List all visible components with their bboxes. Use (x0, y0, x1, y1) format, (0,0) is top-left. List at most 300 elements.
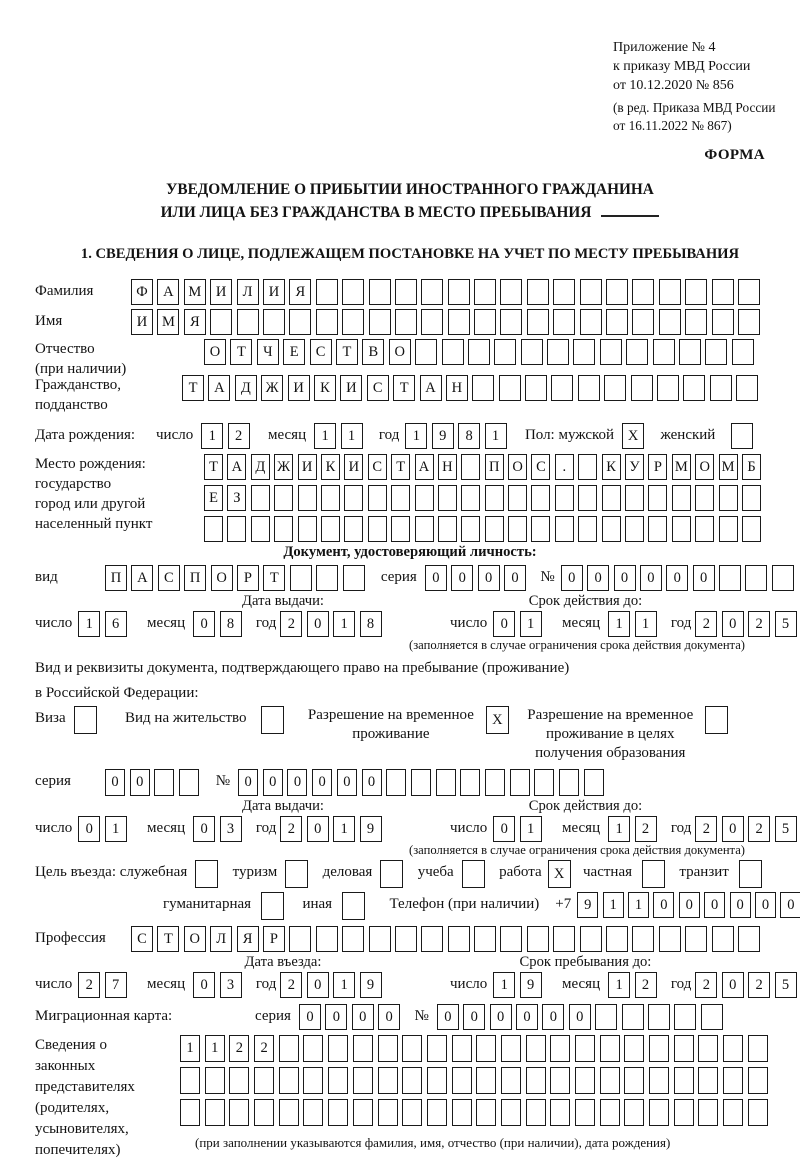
stay-year-boxes (695, 972, 800, 998)
char-box (659, 279, 681, 305)
temp-residence-label-line2: проживание (352, 726, 430, 742)
char-box (316, 565, 338, 591)
char-box: 0 (730, 892, 751, 918)
permit-valid-note: (заполняется в случае ограничения срока действия документа) (409, 843, 745, 857)
char-box (353, 1067, 373, 1094)
permit-valid-year-boxes (695, 816, 800, 842)
char-box: Т (157, 926, 179, 952)
birth-day-label: число (156, 427, 194, 443)
char-box (485, 485, 504, 511)
char-box (436, 769, 456, 796)
char-box (555, 516, 574, 542)
char-box (745, 565, 767, 591)
char-box (698, 1035, 718, 1062)
char-box: 0 (337, 769, 357, 796)
char-box: С (158, 565, 180, 591)
char-box (391, 485, 410, 511)
purpose-other-checkbox (342, 892, 369, 920)
patronymic-row (35, 339, 785, 379)
residence-permit-checkbox (261, 706, 288, 734)
char-box: 0 (193, 816, 215, 842)
char-box: 0 (193, 611, 215, 637)
char-box (550, 1067, 570, 1094)
profession-boxes (131, 926, 764, 952)
name-row (35, 309, 785, 335)
char-box (452, 1035, 472, 1062)
char-box (290, 565, 312, 591)
char-box: 0 (614, 565, 636, 591)
sex-female-label: женский (660, 427, 716, 443)
char-box (657, 375, 679, 401)
char-box: Б (742, 454, 761, 480)
char-box (261, 892, 284, 920)
char-box (748, 1099, 768, 1126)
valid-month-label: месяц (562, 615, 601, 631)
char-box: 1 (341, 423, 363, 449)
migration-number-label: № (414, 1008, 429, 1024)
char-box (547, 339, 569, 365)
birthplace-label (35, 454, 204, 534)
permit-issue-col (35, 798, 425, 842)
char-box: 2 (695, 972, 717, 998)
char-box (74, 706, 97, 734)
char-box: Т (393, 375, 415, 401)
profession-row (35, 926, 785, 952)
char-box (648, 485, 667, 511)
valid-day-label: число (450, 615, 488, 631)
char-box: К (602, 454, 621, 480)
char-box: 0 (325, 1004, 347, 1030)
char-box (723, 1035, 743, 1062)
char-box (649, 1035, 669, 1062)
citizenship-label-line1: Гражданство, (35, 377, 122, 393)
char-box: 5 (775, 611, 797, 637)
purpose-business-label: деловая (322, 864, 373, 880)
char-box: 1 (608, 611, 630, 637)
char-box (378, 1067, 398, 1094)
char-box: 0 (542, 1004, 564, 1030)
birthplace-label-line4: населенный пункт (35, 516, 153, 532)
char-box: 1 (603, 892, 624, 918)
char-box (632, 309, 654, 335)
char-box (500, 926, 522, 952)
char-box: 0 (722, 816, 744, 842)
char-box (719, 516, 738, 542)
char-box: Т (182, 375, 204, 401)
char-box (461, 516, 480, 542)
char-box (606, 926, 628, 952)
stay-year-label: год (670, 976, 692, 992)
char-box (303, 1067, 323, 1094)
phone-label: Телефон (при наличии) (389, 896, 540, 912)
char-box (353, 1099, 373, 1126)
char-box (600, 339, 622, 365)
char-box (303, 1099, 323, 1126)
char-box (712, 309, 734, 335)
char-box (659, 926, 681, 952)
char-box: 0 (312, 769, 332, 796)
char-box (195, 860, 218, 888)
birth-year-label: год (378, 427, 400, 443)
appendix-revision2: от 16.11.2022 № 867) (613, 118, 732, 133)
char-box (748, 1067, 768, 1094)
permit-valid-day-label: число (450, 820, 488, 836)
char-box (602, 516, 621, 542)
char-box: М (719, 454, 738, 480)
char-box: С (131, 926, 153, 952)
visa-checkbox (74, 706, 101, 734)
char-box (415, 339, 437, 365)
passport-dates-block (35, 593, 790, 637)
char-box: 0 (561, 565, 583, 591)
char-box (501, 1035, 521, 1062)
temp-residence-edu-checkbox (705, 706, 732, 734)
char-box: Н (446, 375, 468, 401)
char-box (679, 339, 701, 365)
char-box (600, 1099, 620, 1126)
char-box (395, 279, 417, 305)
char-box (485, 769, 505, 796)
purpose-private-label: частная (583, 864, 632, 880)
char-box (368, 516, 387, 542)
char-box: О (211, 565, 233, 591)
char-box (674, 1067, 694, 1094)
doc-series-label: серия (380, 569, 417, 585)
passport-valid-note: (заполняется в случае ограничения срока действия документа) (409, 638, 745, 652)
char-box: 0 (362, 769, 382, 796)
permit-type-row (35, 706, 785, 763)
char-box: 0 (299, 1004, 321, 1030)
char-box (344, 485, 363, 511)
char-box: У (625, 454, 644, 480)
purpose-humanitarian-label: гуманитарная (163, 896, 252, 912)
char-box (748, 1035, 768, 1062)
purpose-official-label: Цель въезда: служебная (35, 864, 188, 880)
passport-issue-heading: Дата выдачи: (242, 593, 324, 609)
appendix-line3: от 10.12.2020 № 856 (613, 78, 734, 93)
permit-number-boxes (238, 769, 608, 796)
char-box (550, 1035, 570, 1062)
char-box (448, 926, 470, 952)
char-box: 9 (360, 972, 382, 998)
char-box: И (131, 309, 153, 335)
char-box (461, 454, 480, 480)
char-box: 1 (105, 816, 127, 842)
char-box (279, 1035, 299, 1062)
char-box (427, 1067, 447, 1094)
representatives-label-line2: законных (35, 1058, 96, 1074)
char-box (438, 516, 457, 542)
birthplace-boxes-row3 (204, 516, 765, 542)
purpose-transit-label: транзит (679, 864, 729, 880)
entry-year-label: год (255, 976, 277, 992)
char-box (415, 516, 434, 542)
char-box (472, 375, 494, 401)
char-box: 2 (748, 816, 770, 842)
char-box: 5 (775, 972, 797, 998)
representatives-label-line5: усыновителях, (35, 1121, 129, 1137)
passport-issue-month-boxes (193, 611, 246, 637)
temp-residence-edu-label-line2: проживание в целях (546, 726, 675, 742)
char-box: Е (283, 339, 305, 365)
char-box (624, 1035, 644, 1062)
char-box: 2 (635, 816, 657, 842)
char-box (328, 1099, 348, 1126)
birthplace-boxes-row1 (204, 454, 765, 480)
permit-valid-line (450, 816, 800, 842)
citizenship-label-line2: подданство (35, 397, 108, 413)
char-box (553, 279, 575, 305)
temp-residence-checkbox (486, 706, 513, 734)
char-box: 0 (451, 565, 473, 591)
char-box (624, 1099, 644, 1126)
char-box (695, 516, 714, 542)
char-box: 0 (493, 611, 515, 637)
issue-year-label: год (255, 615, 277, 631)
char-box: 0 (238, 769, 258, 796)
char-box: 0 (722, 972, 744, 998)
char-box: И (340, 375, 362, 401)
profession-label: Профессия (35, 930, 106, 946)
char-box: 2 (695, 611, 717, 637)
form-title-line1: УВЕДОМЛЕНИЕ О ПРИБЫТИИ ИНОСТРАННОГО ГРАЖДАНИНА (166, 181, 654, 198)
char-box (626, 339, 648, 365)
char-box (683, 375, 705, 401)
form-title-line2 (35, 201, 785, 224)
char-box: 1 (520, 611, 542, 637)
identity-doc-heading: Документ, удостоверяющий личность: (283, 544, 537, 560)
patronymic-boxes (204, 339, 758, 365)
char-box (685, 926, 707, 952)
char-box: Р (263, 926, 285, 952)
char-box (736, 375, 758, 401)
char-box (731, 423, 753, 449)
purpose-transit-checkbox (739, 860, 766, 888)
stay-until-col (425, 954, 800, 998)
char-box (695, 485, 714, 511)
char-box (580, 279, 602, 305)
migration-card-label: Миграционная карта: (35, 1008, 173, 1024)
char-box: X (622, 423, 644, 449)
char-box (438, 485, 457, 511)
entry-date-col (35, 954, 425, 998)
char-box: О (508, 454, 527, 480)
char-box (448, 309, 470, 335)
section1-heading: 1. СВЕДЕНИЯ О ЛИЦЕ, ПОДЛЕЖАЩЕМ ПОСТАНОВКЕ НА УЧЕТ ПО МЕСТУ ПРЕБЫВАНИЯ (80, 246, 740, 262)
purpose-official-checkbox (195, 860, 222, 888)
birthdate-label: Дата рождения: (35, 427, 136, 443)
representatives-boxes-row3 (180, 1099, 773, 1126)
permit-doc-text-line2: в Российской Федерации: (35, 685, 199, 701)
char-box: А (227, 454, 246, 480)
permit-valid-month-label: месяц (562, 820, 601, 836)
char-box (710, 375, 732, 401)
char-box: 1 (333, 816, 355, 842)
char-box: И (210, 279, 232, 305)
char-box: А (157, 279, 179, 305)
char-box (298, 485, 317, 511)
char-box (462, 860, 485, 888)
char-box: 3 (220, 972, 242, 998)
char-box (553, 926, 575, 952)
char-box: Т (263, 565, 285, 591)
char-box: 0 (693, 565, 715, 591)
char-box (642, 860, 665, 888)
permit-valid-col (425, 798, 800, 842)
birthplace-boxes-row2 (204, 485, 765, 511)
citizenship-boxes (182, 375, 763, 401)
char-box (738, 309, 760, 335)
char-box (525, 375, 547, 401)
char-box (452, 1067, 472, 1094)
char-box (402, 1067, 422, 1094)
char-box (742, 485, 761, 511)
char-box (510, 769, 530, 796)
representatives-box-rows (180, 1035, 773, 1151)
char-box (179, 769, 199, 796)
valid-year-label: год (670, 615, 692, 631)
char-box: 3 (220, 816, 242, 842)
char-box: 9 (577, 892, 598, 918)
char-box (531, 485, 550, 511)
birth-year-boxes (405, 423, 511, 449)
phone-prefix: +7 (555, 896, 572, 912)
char-box (237, 309, 259, 335)
char-box: 0 (569, 1004, 591, 1030)
char-box (378, 1099, 398, 1126)
permit-valid-month-boxes (608, 816, 661, 842)
char-box: 2 (748, 611, 770, 637)
char-box: 0 (780, 892, 800, 918)
char-box (738, 279, 760, 305)
purpose-row (35, 860, 785, 888)
char-box (649, 1067, 669, 1094)
char-box (551, 375, 573, 401)
char-box: А (420, 375, 442, 401)
char-box (476, 1067, 496, 1094)
char-box: С (310, 339, 332, 365)
char-box (261, 706, 284, 734)
entry-date-line (35, 972, 425, 998)
char-box (298, 516, 317, 542)
char-box (460, 769, 480, 796)
char-box (698, 1067, 718, 1094)
char-box (369, 309, 391, 335)
representatives-label-line3: представителях (35, 1079, 135, 1095)
char-box: О (184, 926, 206, 952)
char-box: . (555, 454, 574, 480)
representatives-block (35, 1035, 785, 1161)
char-box (369, 279, 391, 305)
char-box (476, 1099, 496, 1126)
phone-boxes (577, 892, 800, 918)
birthplace-label-line3: город или другой (35, 496, 146, 512)
char-box: Т (391, 454, 410, 480)
char-box (622, 1004, 644, 1030)
char-box: Я (289, 279, 311, 305)
char-box (154, 769, 174, 796)
entry-day-boxes (78, 972, 131, 998)
birth-month-boxes (314, 423, 367, 449)
char-box: 2 (254, 1035, 274, 1062)
permit-issue-day-boxes (78, 816, 131, 842)
surname-label: Фамилия (35, 283, 94, 299)
char-box (553, 309, 575, 335)
purpose-private-checkbox (642, 860, 669, 888)
char-box: Т (230, 339, 252, 365)
char-box (427, 1035, 447, 1062)
temp-residence-edu-label-line1: Разрешение на временное (527, 707, 694, 723)
char-box (391, 516, 410, 542)
char-box: 0 (755, 892, 776, 918)
representatives-label-line4: (родителях, (35, 1100, 110, 1116)
entry-day-label: число (35, 976, 73, 992)
stay-day-boxes (493, 972, 546, 998)
char-box (604, 375, 626, 401)
char-box: 0 (640, 565, 662, 591)
char-box (476, 1035, 496, 1062)
char-box (415, 485, 434, 511)
char-box (625, 485, 644, 511)
representatives-boxes-row2 (180, 1067, 773, 1094)
char-box: М (672, 454, 691, 480)
purpose-work-checkbox (548, 860, 575, 888)
char-box: Е (204, 485, 223, 511)
char-box: 0 (679, 892, 700, 918)
char-box (526, 1099, 546, 1126)
char-box (474, 309, 496, 335)
char-box: 0 (504, 565, 526, 591)
char-box (289, 309, 311, 335)
birth-month-label: месяц (268, 427, 307, 443)
char-box: М (184, 279, 206, 305)
char-box: 8 (458, 423, 480, 449)
char-box (342, 892, 365, 920)
char-box: Т (336, 339, 358, 365)
char-box (527, 309, 549, 335)
forma-label: ФОРМА (704, 147, 765, 163)
char-box: 0 (78, 816, 100, 842)
char-box (343, 565, 365, 591)
char-box: К (314, 375, 336, 401)
char-box (254, 1067, 274, 1094)
passport-valid-month-boxes (608, 611, 661, 637)
char-box (575, 1099, 595, 1126)
char-box (701, 1004, 723, 1030)
patronymic-label (35, 339, 204, 379)
char-box (344, 516, 363, 542)
birthplace-block (35, 454, 785, 542)
char-box: Л (210, 926, 232, 952)
char-box (501, 1067, 521, 1094)
char-box (368, 485, 387, 511)
purpose-study-label: учеба (417, 864, 454, 880)
char-box: Ф (131, 279, 153, 305)
char-box (499, 375, 521, 401)
birth-day-boxes (201, 423, 254, 449)
permit-issue-day-label: число (35, 820, 73, 836)
char-box (575, 1035, 595, 1062)
char-box (624, 1067, 644, 1094)
char-box (550, 1099, 570, 1126)
char-box (421, 279, 443, 305)
char-box: Л (237, 279, 259, 305)
char-box (580, 309, 602, 335)
char-box: 1 (628, 892, 649, 918)
char-box (600, 1035, 620, 1062)
char-box (742, 516, 761, 542)
passport-valid-heading: Срок действия до: (528, 593, 643, 609)
